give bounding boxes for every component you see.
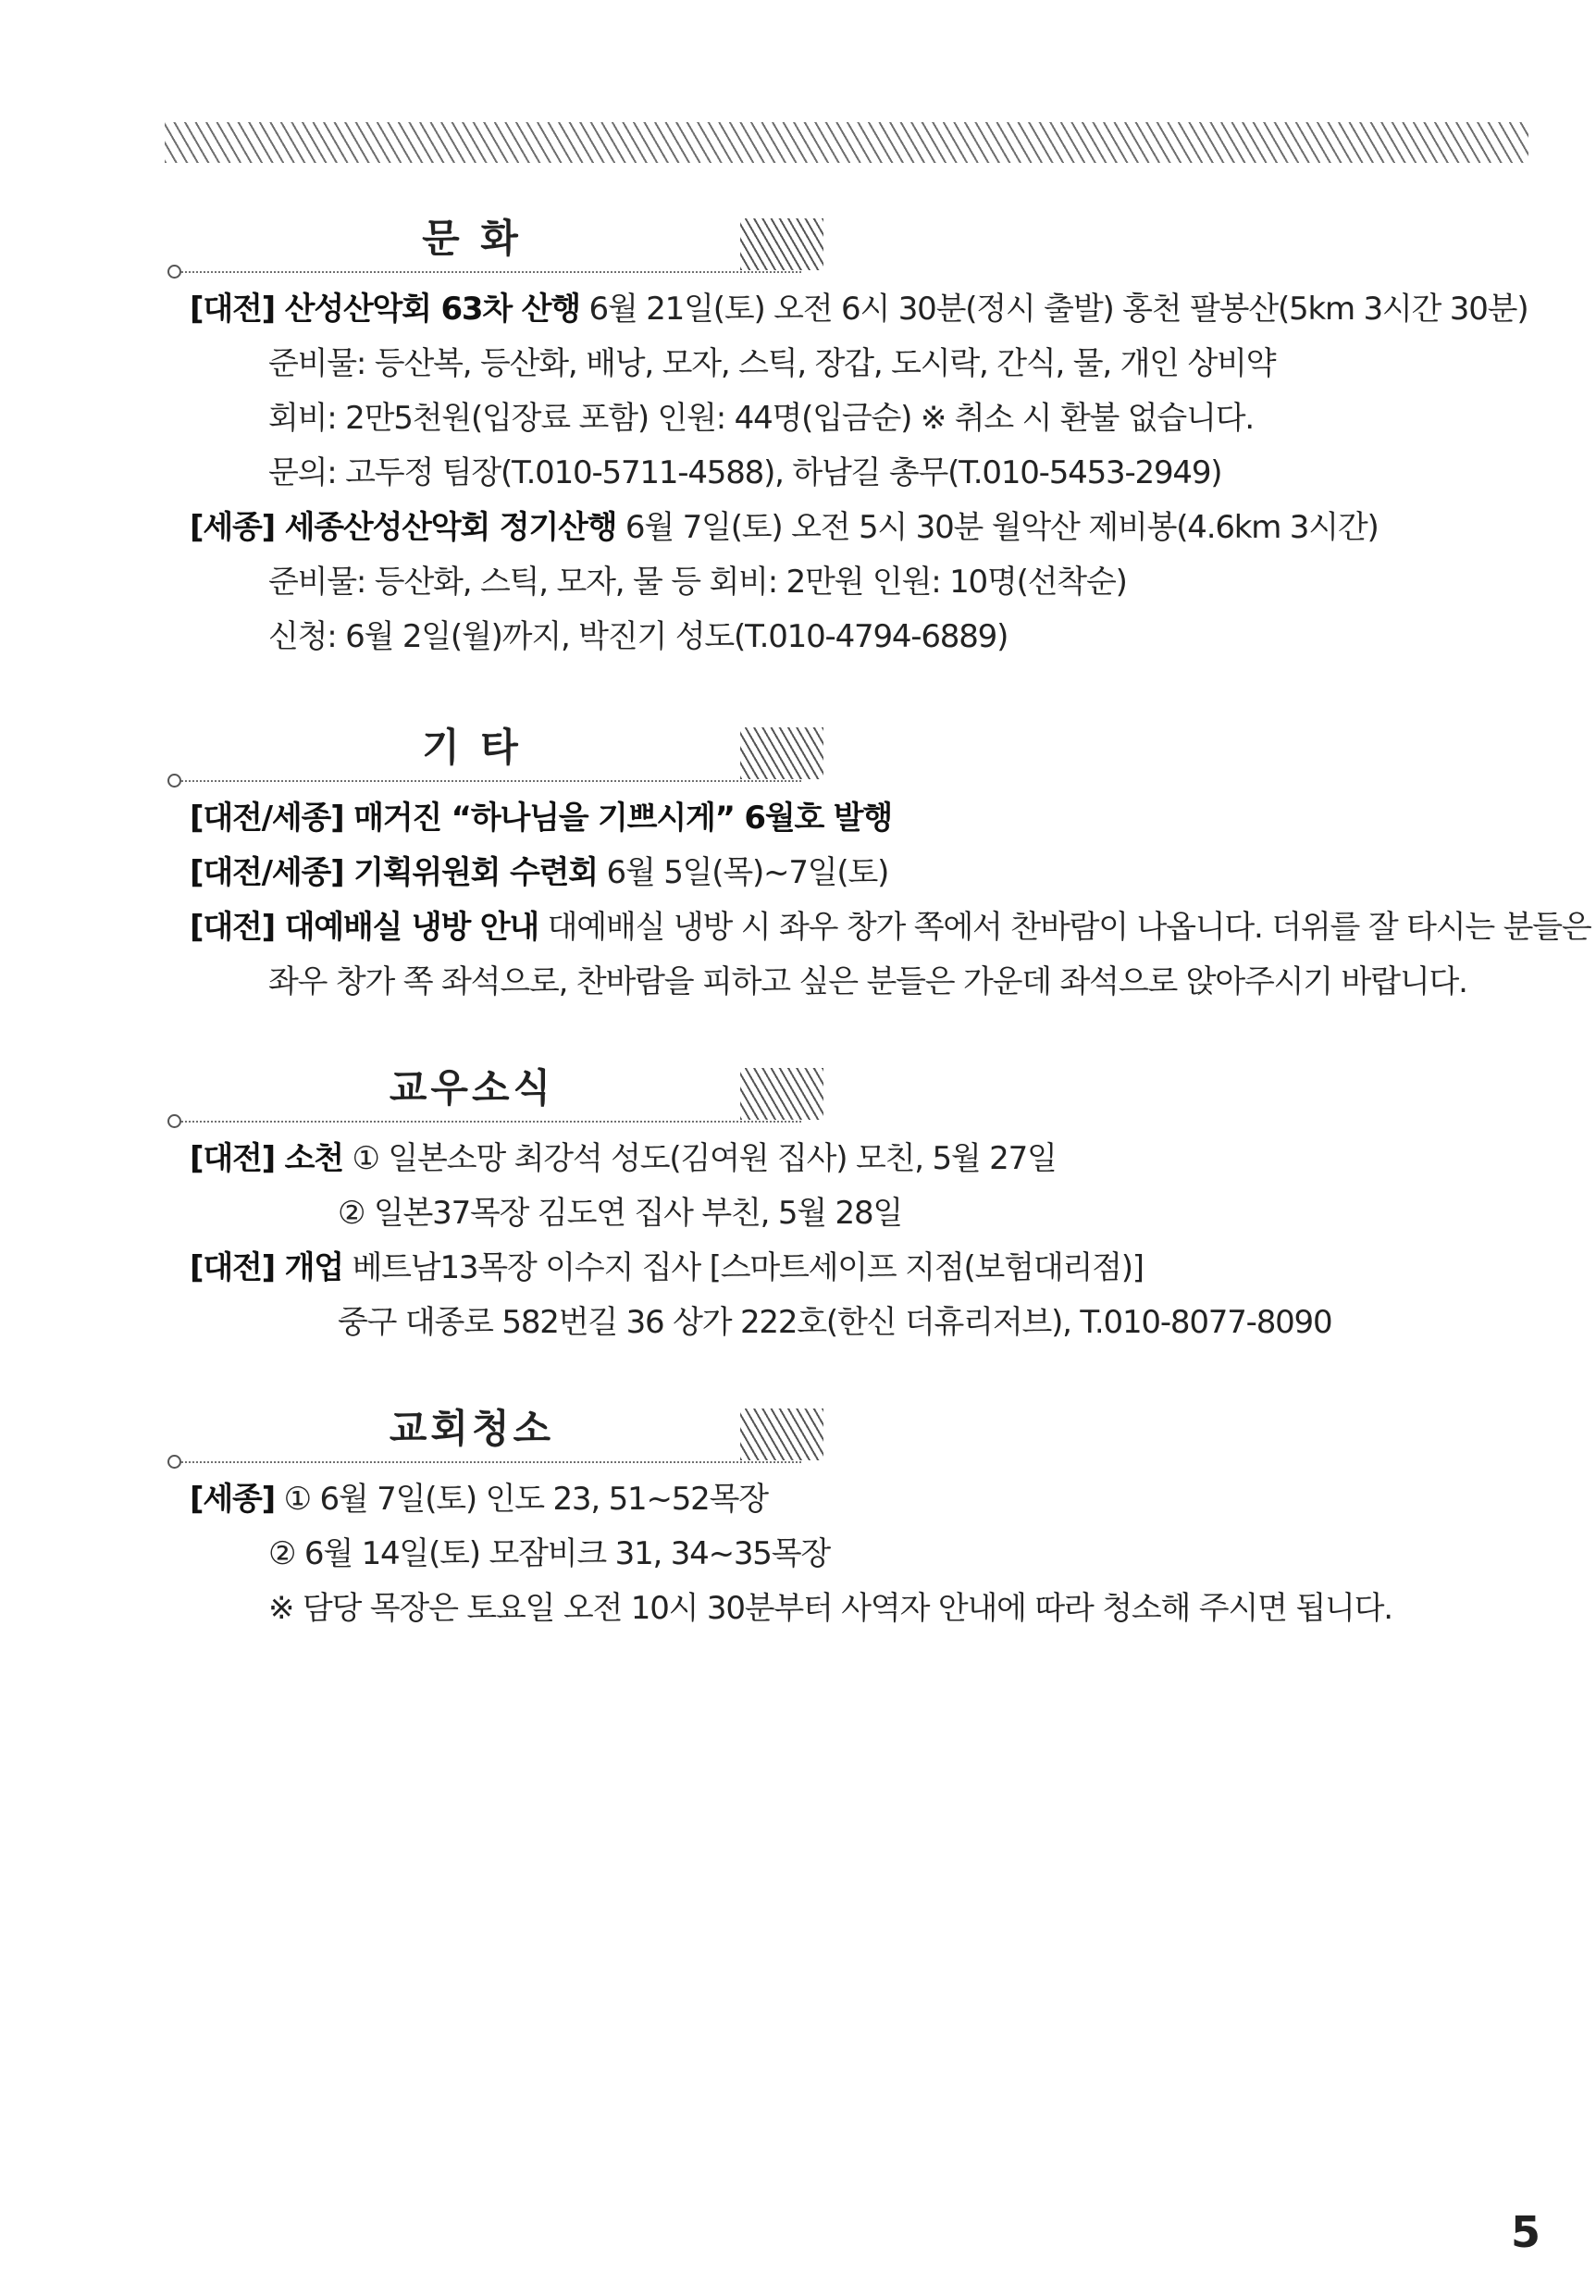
announcement-tag: [대전] 산성산악회 63차 산행 <box>190 291 580 328</box>
announcement-line <box>268 398 1596 439</box>
announcement-text: 대예배실 냉방 시 좌우 창가 쪽에서 찬바람이 나옵니다. 더위를 잘 타시는 분들은 <box>538 909 1591 946</box>
section-other <box>0 724 1596 1000</box>
announcement-text: ② 6월 14일(토) 모잠비크 31, 34~35목장 <box>268 1535 831 1572</box>
dotted-divider <box>181 1121 801 1123</box>
announcement-line <box>190 1138 1540 1179</box>
announcement-line <box>268 962 1596 1002</box>
announcement-text: 문의: 고두정 팀장(T.010-5711-4588), 하남길 총무(T.010-5453-2949) <box>268 454 1222 491</box>
announcement-text: 준비물: 등산화, 스틱, 모자, 물 등 회비: 2만원 인원: 10명(선착순) <box>268 564 1127 601</box>
bullet-circle-icon <box>167 265 181 279</box>
announcement-text: 6월 5일(목)~7일(토) <box>597 854 889 891</box>
section-title: 기 타 <box>422 725 522 770</box>
announcement-tag: [대전/세종] 매거진 “하나님을 기쁘시게” 6월호 발행 <box>190 800 893 837</box>
announcement-line <box>268 562 1596 602</box>
announcement-tag: [대전] 대예배실 냉방 안내 <box>190 909 539 946</box>
bullet-circle-icon <box>167 774 181 788</box>
hatch-decoration-icon <box>740 1409 823 1460</box>
dotted-divider <box>181 271 801 273</box>
hatch-decoration-icon <box>740 218 823 270</box>
section-header <box>0 724 1596 788</box>
bullet-circle-icon <box>167 1114 181 1128</box>
announcement-line <box>268 616 1596 657</box>
announcement-text: 6월 7일(토) 오전 5시 30분 월악산 제비봉(4.6km 3시간) <box>616 509 1379 546</box>
announcement-line <box>268 1533 1596 1574</box>
section-church-cleaning <box>0 1405 1596 1627</box>
announcement-line <box>190 1479 1540 1520</box>
announcement-text: 좌우 창가 쪽 좌석으로, 찬바람을 피하고 싶은 분들은 가운데 좌석으로 앉아주시기 바랍니다. <box>268 963 1467 1000</box>
announcement-tag: [대전] 개업 <box>190 1249 343 1286</box>
announcement-text: ① 6월 7일(토) 인도 23, 51~52목장 <box>274 1481 768 1518</box>
bullet-circle-icon <box>167 1455 181 1469</box>
announcement-line <box>190 907 1591 948</box>
announcement-tag: [대전/세종] 기획위원회 수련회 <box>190 854 598 891</box>
announcement-line <box>190 852 1540 893</box>
announcement-text: 6월 21일(토) 오전 6시 30분(정시 출발) 홍천 팔봉산(5km 3시간 30분) <box>579 291 1528 328</box>
announcement-text: 회비: 2만5천원(입장료 포함) 인원: 44명(입금순) ※ 취소 시 환불 없습니다. <box>268 400 1254 437</box>
dotted-divider <box>181 1461 801 1463</box>
announcement-tag: [세종] <box>190 1481 275 1518</box>
section-title: 교회청소 <box>389 1406 555 1451</box>
announcement-line <box>190 798 1540 838</box>
section-title: 문 화 <box>422 216 522 261</box>
top-hatched-border <box>165 122 1528 163</box>
announcement-text: 신청: 6월 2일(월)까지, 박진기 성도(T.010-4794-6889) <box>268 618 1008 655</box>
announcement-line <box>190 289 1540 329</box>
announcement-line <box>190 1247 1540 1288</box>
announcement-text: ① 일본소망 최강석 성도(김여원 집사) 모친, 5월 27일 <box>342 1140 1057 1177</box>
announcement-text: 베트남13목장 이수지 집사 [스마트세이프 지점(보험대리점)] <box>342 1249 1144 1286</box>
section-header <box>0 1405 1596 1470</box>
section-header <box>0 1064 1596 1129</box>
announcement-line <box>338 1193 1596 1234</box>
section-title: 교우소식 <box>389 1065 555 1111</box>
announcement-line <box>268 343 1596 384</box>
announcement-text: ② 일본37목장 김도연 집사 부친, 5월 28일 <box>338 1195 903 1232</box>
section-header <box>0 215 1596 279</box>
announcement-text: 준비물: 등산복, 등산화, 배낭, 모자, 스틱, 장갑, 도시락, 간식, 물, 개인 상비약 <box>268 345 1276 382</box>
announcement-tag: [대전] 소천 <box>190 1140 343 1177</box>
section-member-news <box>0 1064 1596 1341</box>
announcement-line <box>338 1302 1596 1343</box>
hatch-decoration-icon <box>740 1068 823 1120</box>
announcement-tag: [세종] 세종산성산악회 정기산행 <box>190 509 617 546</box>
announcement-text: 중구 대종로 582번길 36 상가 222호(한신 더휴리저브), T.010-8077-8090 <box>338 1304 1332 1341</box>
announcement-line <box>268 1588 1596 1629</box>
dotted-divider <box>181 780 801 782</box>
announcement-line <box>268 453 1596 493</box>
section-culture <box>0 215 1596 655</box>
page-number: 5 <box>1510 2207 1540 2257</box>
announcement-line <box>190 507 1540 548</box>
hatch-decoration-icon <box>740 727 823 779</box>
announcement-text: ※ 담당 목장은 토요일 오전 10시 30분부터 사역자 안내에 따라 청소해 주시면 됩니다. <box>268 1590 1392 1627</box>
